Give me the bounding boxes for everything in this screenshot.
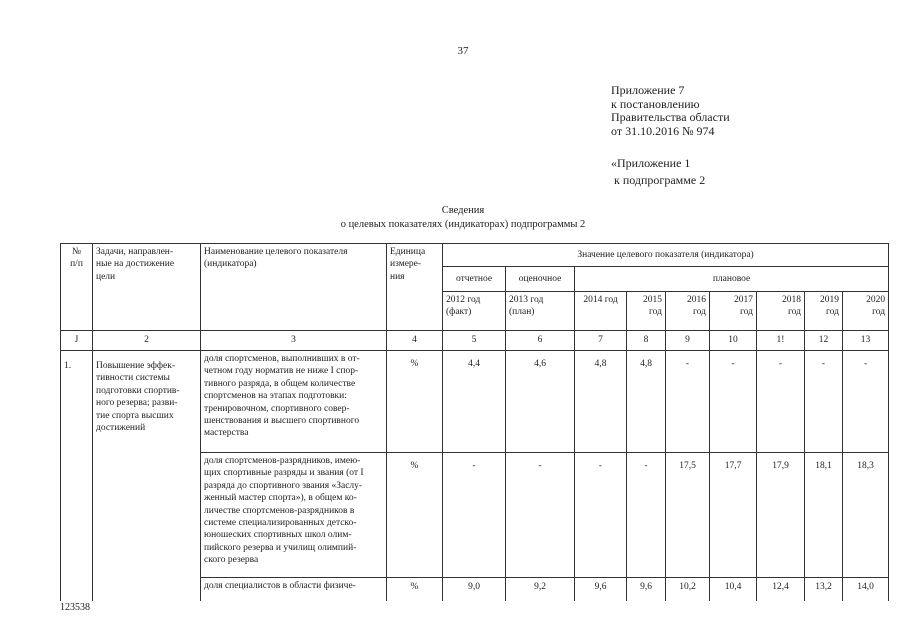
footer-code: 123538 [60, 602, 90, 613]
row-value-2013: - [506, 453, 575, 578]
appendix-reference: Приложение 7 к постановлению Правительства области от 31.10.2016 № 974 [611, 83, 730, 139]
column-number: 8 [627, 331, 666, 351]
row-value-2016: 10,2 [666, 578, 710, 601]
row-value-2014: - [575, 453, 627, 578]
page-number: 37 [457, 45, 469, 57]
row-value-2017: 10,4 [710, 578, 757, 601]
row-value-2016: - [666, 351, 710, 453]
row-value-2013: 9,2 [506, 578, 575, 601]
header-year-2013: 2013 год (план) [506, 292, 575, 331]
row-value-2012: 9,0 [443, 578, 506, 601]
row-value-2015: 4,8 [627, 351, 666, 453]
subprogram-reference: «Приложение 1 к подпрограмме 2 [611, 156, 706, 187]
header-row-group [61, 244, 889, 267]
column-number: 7 [575, 331, 627, 351]
row-value-2013: 4,6 [506, 351, 575, 453]
row-indicator: доля спортсменов, выполнивших в от- четном году норматив не ниже I спор- тивного разряда, в общем количестве спортсменов на этапах подготовки: тренировочном, спортивного совер- шенствования и высшего спортивного мастерства [201, 351, 387, 453]
column-number: J [61, 331, 93, 351]
document-subtitle: о целевых показателях (индикаторах) подпрограммы 2 [340, 219, 586, 230]
header-unit: Единица измере- ния [387, 244, 443, 331]
document-title: Сведения [441, 205, 485, 216]
row-value-2018: - [757, 351, 805, 453]
row-unit: % [387, 351, 443, 453]
row-value-2016: 17,5 [666, 453, 710, 578]
column-number: 3 [201, 331, 387, 351]
header-year-2015: 2015 год [627, 292, 666, 331]
row-number: 1. [61, 351, 93, 601]
row-indicator: доля спортсменов-разрядников, имею- щих спортивные разряды и звания (от I разряда до спортивного звания «Заслу- женный мастер спорта»), в общем ко- личестве спортсменов-разрядников в системе специализированных детско- юношеских спортивных школ олим- пийского резерва и училищ олимпий- ского резерва [201, 453, 387, 578]
row-value-2017: 17,7 [710, 453, 757, 578]
header-reported: отчетное [443, 267, 506, 292]
row-value-2015: 9,6 [627, 578, 666, 601]
column-number: 5 [443, 331, 506, 351]
row-unit: % [387, 453, 443, 578]
header-year-2016: 2016 год [666, 292, 710, 331]
row-unit: % [387, 578, 443, 601]
column-number: 13 [843, 331, 889, 351]
column-number: 12 [805, 331, 843, 351]
row-value-2017: - [710, 351, 757, 453]
column-number: 1! [757, 331, 805, 351]
header-tasks: Задачи, направлен- ные на достижение цели [93, 244, 201, 331]
column-number: 6 [506, 331, 575, 351]
header-indicator: Наименование целевого показателя (индикатора) [201, 244, 387, 331]
row-value-2014: 4,8 [575, 351, 627, 453]
header-year-2014: 2014 год [575, 292, 627, 331]
row-value-2020: 18,3 [843, 453, 889, 578]
header-year-2020: 2020 год [843, 292, 889, 331]
row-value-2015: - [627, 453, 666, 578]
header-num: № п/п [61, 244, 93, 331]
row-value-2012: 4,4 [443, 351, 506, 453]
column-number-row [61, 331, 889, 351]
row-value-2012: - [443, 453, 506, 578]
row-task: Повышение эффек- тивности системы подготовки спортив- ного резерва; разви- тие спорта высших достижений [93, 351, 201, 601]
row-indicator: доля специалистов в области физиче- [201, 578, 387, 601]
row-value-2018: 12,4 [757, 578, 805, 601]
document-heading [300, 204, 626, 232]
header-year-2012: 2012 год (факт) [443, 292, 506, 331]
row-value-2020: 14,0 [843, 578, 889, 601]
column-number: 9 [666, 331, 710, 351]
header-estimated: оценочное [506, 267, 575, 292]
row-value-2019: 18,1 [805, 453, 843, 578]
table-row [61, 351, 889, 453]
row-value-2018: 17,9 [757, 453, 805, 578]
header-year-2018: 2018 год [757, 292, 805, 331]
column-number: 4 [387, 331, 443, 351]
column-number: 10 [710, 331, 757, 351]
row-value-2020: - [843, 351, 889, 453]
header-value-group: Значение целевого показателя (индикатора) [443, 244, 889, 267]
header-year-2017: 2017 год [710, 292, 757, 331]
header-year-2019: 2019 год [805, 292, 843, 331]
row-value-2019: - [805, 351, 843, 453]
header-planned: плановое [575, 267, 889, 292]
indicators-table [60, 243, 889, 601]
row-value-2014: 9,6 [575, 578, 627, 601]
row-value-2019: 13,2 [805, 578, 843, 601]
column-number: 2 [93, 331, 201, 351]
